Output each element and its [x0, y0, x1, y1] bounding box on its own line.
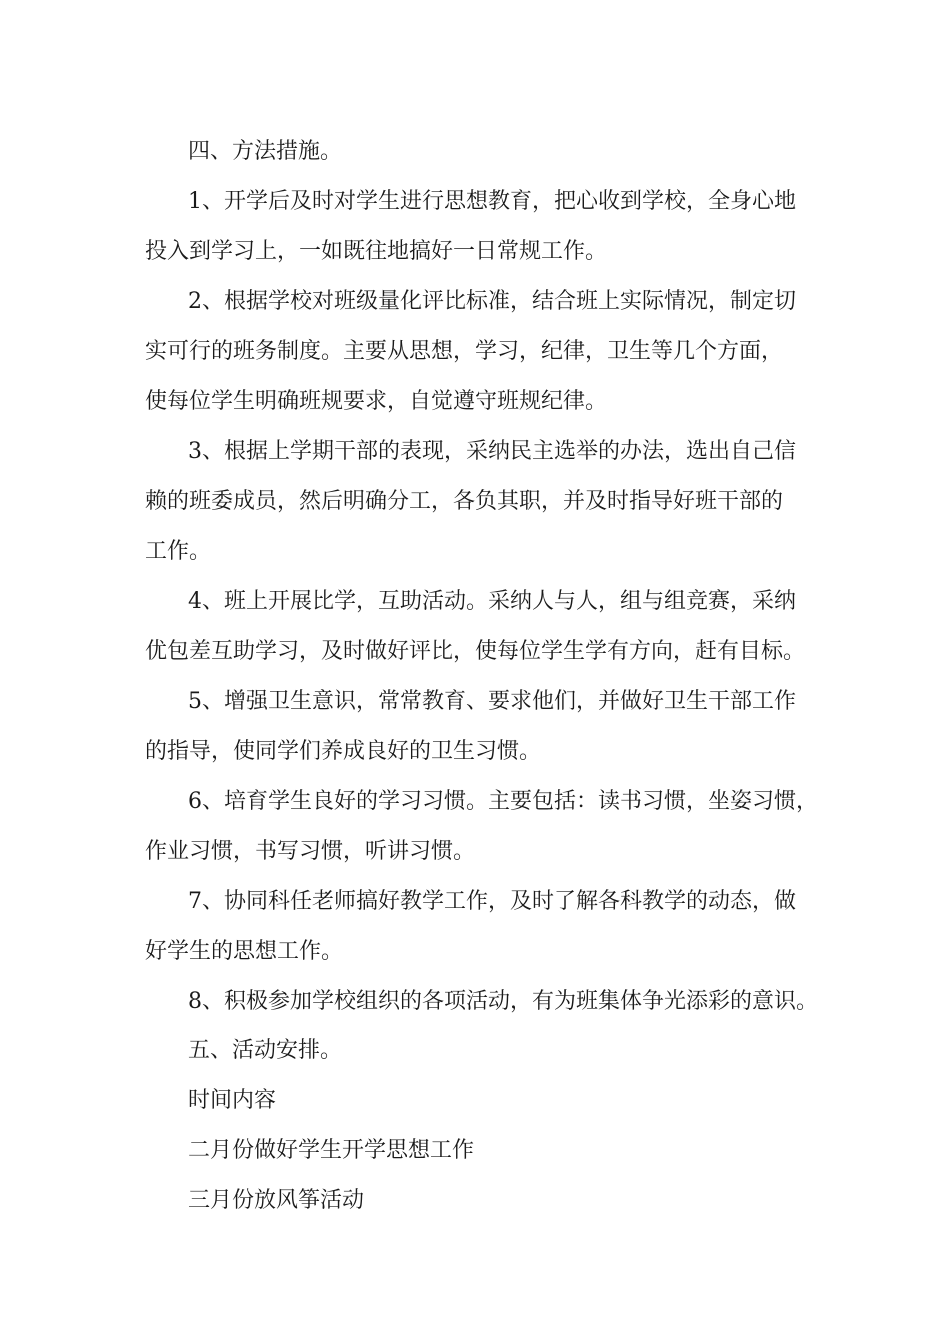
paragraph-7-line-1: 7、协同科任老师搞好教学工作，及时了解各科教学的动态，做	[188, 889, 796, 914]
paragraph-6-line-2: 作业习惯，书写习惯，听讲习惯。	[145, 839, 476, 864]
paragraph-6-line-1: 6、培育学生良好的学习习惯。主要包括：读书习惯，坐姿习惯，	[188, 789, 818, 814]
paragraph-4-line-2: 优包差互助学习，及时做好评比，使每位学生学有方向，赶有目标。	[145, 639, 806, 664]
section-heading-methods: 四、方法措施。	[188, 139, 343, 164]
paragraph-2-line-1: 2、根据学校对班级量化评比标准，结合班上实际情况，制定切	[188, 289, 796, 314]
paragraph-2-line-2: 实可行的班务制度。主要从思想，学习，纪律，卫生等几个方面，	[145, 339, 784, 364]
paragraph-8-line-1: 8、积极参加学校组织的各项活动，有为班集体争光添彩的意识。	[188, 989, 818, 1014]
paragraph-3-line-2: 赖的班委成员，然后明确分工，各负其职，并及时指导好班干部的	[145, 489, 784, 514]
schedule-row-march: 三月份放风筝活动	[188, 1188, 365, 1213]
paragraph-5-line-1: 5、增强卫生意识，常常教育、要求他们，并做好卫生干部工作	[188, 689, 796, 714]
schedule-header: 时间内容	[188, 1088, 277, 1113]
paragraph-1-line-2: 投入到学习上，一如既往地搞好一日常规工作。	[145, 239, 608, 264]
paragraph-2-line-3: 使每位学生明确班规要求，自觉遵守班规纪律。	[145, 389, 608, 414]
paragraph-4-line-1: 4、班上开展比学，互助活动。采纳人与人，组与组竞赛，采纳	[188, 589, 796, 614]
paragraph-3-line-3: 工作。	[145, 539, 212, 564]
section-heading-activities: 五、活动安排。	[188, 1038, 343, 1063]
paragraph-5-line-2: 的指导，使同学们养成良好的卫生习惯。	[145, 739, 542, 764]
paragraph-1-line-1: 1、开学后及时对学生进行思想教育，把心收到学校，全身心地	[188, 189, 796, 214]
paragraph-3-line-1: 3、根据上学期干部的表现，采纳民主选举的办法，选出自己信	[188, 439, 796, 464]
schedule-row-february: 二月份做好学生开学思想工作	[188, 1138, 475, 1163]
paragraph-7-line-2: 好学生的思想工作。	[145, 939, 344, 964]
